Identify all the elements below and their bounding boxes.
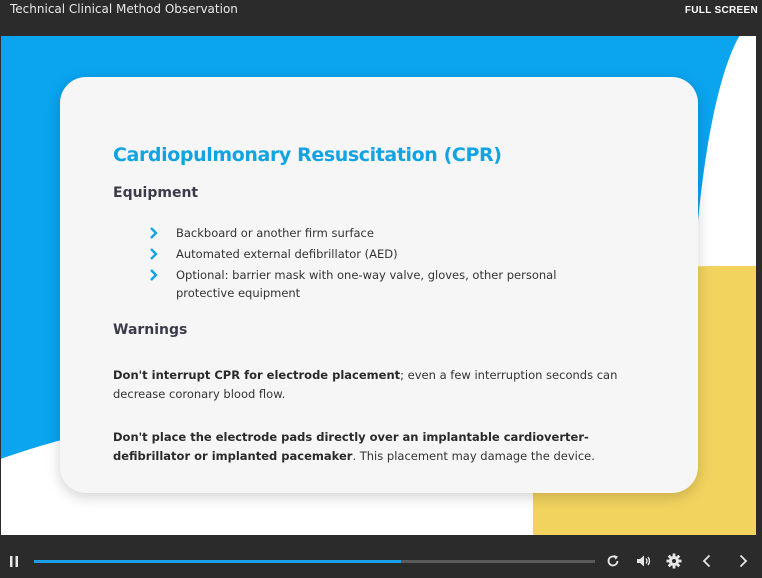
warnings-heading: Warnings <box>113 322 188 338</box>
list-item-text: Optional: barrier mask with one-way valve, gloves, other personal protective equipment <box>176 268 557 300</box>
warning-bold-text: Don't place the electrode pads directly over an implantable cardioverter-defibrillator or implanted pacemaker <box>113 430 589 463</box>
list-item <box>148 245 618 263</box>
pause-icon[interactable] <box>9 555 19 568</box>
top-bar <box>0 0 762 36</box>
progress-bar[interactable] <box>34 560 595 563</box>
warning-paragraph <box>113 366 633 404</box>
volume-icon[interactable] <box>636 554 652 568</box>
prev-icon[interactable] <box>701 554 713 568</box>
list-item <box>148 224 618 242</box>
slide-heading: Cardiopulmonary Resuscitation (CPR) <box>113 144 502 166</box>
next-icon[interactable] <box>737 554 749 568</box>
equipment-list <box>148 224 618 305</box>
player-controls <box>0 545 762 578</box>
list-item-text: Backboard or another firm surface <box>176 226 374 240</box>
list-item <box>148 266 618 302</box>
warning-text: ; even a few interruption seconds can decrease coronary blood flow. <box>113 368 618 401</box>
warning-bold-text: Don't interrupt CPR for electrode placement <box>113 368 401 382</box>
warning-paragraph <box>113 428 633 466</box>
replay-icon[interactable] <box>606 554 620 568</box>
chevron-right-icon <box>148 245 160 263</box>
equipment-heading: Equipment <box>113 185 199 201</box>
course-title: Technical Clinical Method Observation <box>10 2 238 16</box>
full-screen-button[interactable]: FULL SCREEN <box>684 5 758 16</box>
chevron-right-icon <box>148 266 160 284</box>
warning-text: . This placement may damage the device. <box>352 449 595 463</box>
list-item-text: Automated external defibrillator (AED) <box>176 247 398 261</box>
settings-icon[interactable] <box>666 553 682 569</box>
chevron-right-icon <box>148 224 160 242</box>
progress-fill <box>34 560 401 563</box>
